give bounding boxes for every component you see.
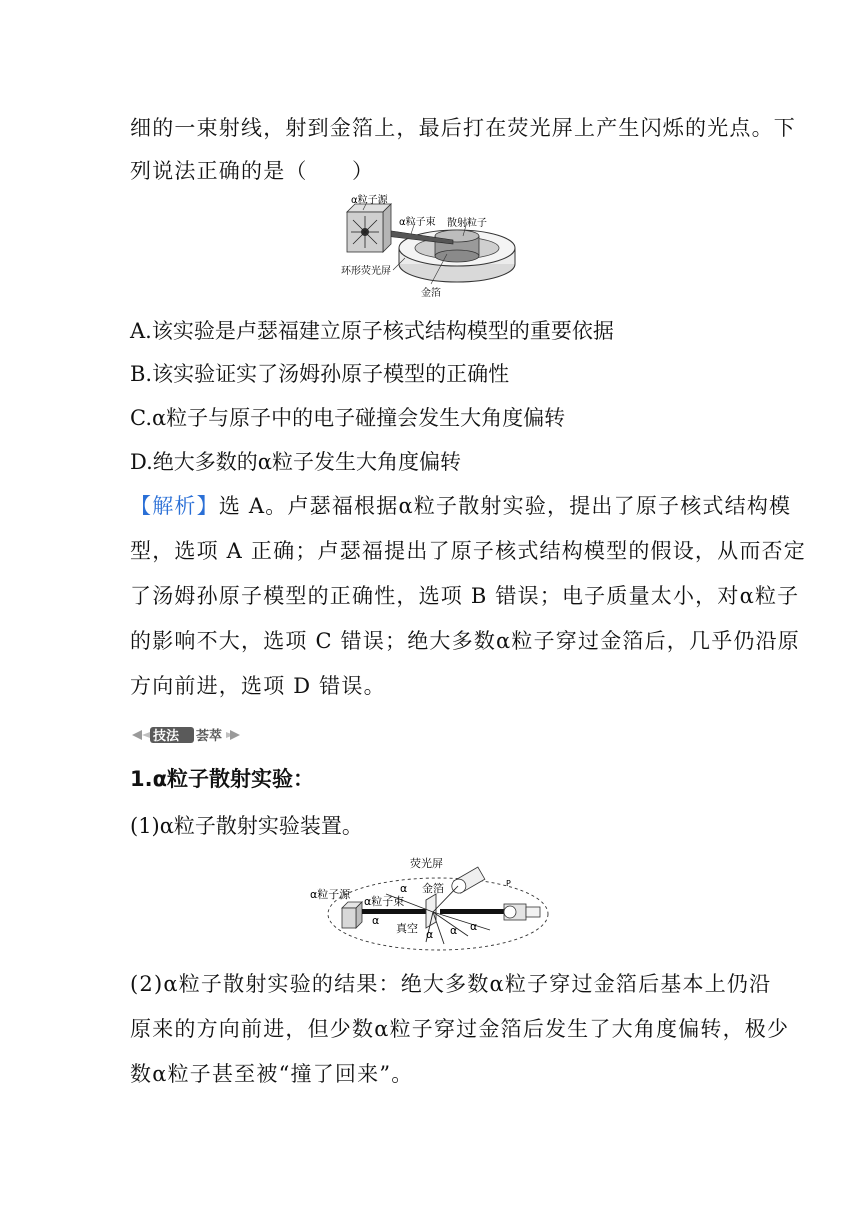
label-alpha-beam: α粒子束	[364, 895, 405, 908]
label-alpha-2: α	[372, 914, 380, 927]
setup-schematic-figure	[308, 852, 558, 954]
label-ring-screen: 环形荧光屏	[341, 266, 391, 277]
result-line-1: (2)α粒子散射实验的结果：绝大多数α粒子穿过金箔后基本上仍沿	[130, 972, 772, 996]
badge-label-part2: 荟萃	[196, 729, 223, 744]
analysis-line-3: 了汤姆孙原子模型的正确性，选项 B 错误；电子质量太小，对α粒子	[130, 584, 800, 608]
label-alpha-beam: α粒子束	[399, 217, 436, 228]
option-a: A.该实验是卢瑟福建立原子核式结构模型的重要依据	[130, 319, 614, 343]
analysis-line-4: 的影响不大，选项 C 错误；绝大多数α粒子穿过金箔后，几乎仍沿原	[130, 629, 800, 653]
technique-heading: 1.α粒子散射实验：	[130, 767, 315, 791]
option-b: B.该实验证实了汤姆孙原子模型的正确性	[130, 362, 510, 386]
scattering-apparatus-figure	[335, 192, 525, 300]
technique-sub1: (1)α粒子散射实验装置。	[130, 814, 363, 838]
label-alpha-4: α	[450, 924, 458, 937]
analysis-line-5: 方向前进，选项 D 错误。	[130, 674, 386, 698]
analysis-line-1: 【解析】选 A。卢瑟福根据α粒子散射实验，提出了原子核式结构模	[130, 494, 792, 518]
question-line-1: 细的一束射线，射到金箔上，最后打在荧光屏上产生闪烁的光点。下	[130, 116, 796, 140]
analysis-tag: 【解析】	[130, 494, 219, 518]
label-alpha-3: α	[426, 928, 434, 941]
label-alpha-source: α粒子源	[351, 195, 388, 206]
alpha-source-box	[342, 908, 356, 928]
question-line-2: 列说法正确的是（ ）	[130, 159, 375, 183]
label-alpha-5: α	[470, 920, 478, 933]
label-screen: 荧光屏	[410, 857, 443, 870]
result-line-2: 原来的方向前进，但少数α粒子穿过金箔后发生了大角度偏转，极少	[130, 1017, 790, 1041]
label-gold-foil: 金箔	[421, 288, 441, 299]
option-d: D.绝大多数的α粒子发生大角度偏转	[130, 450, 461, 474]
label-gold-foil: 金箔	[422, 882, 444, 895]
technique-badge	[130, 724, 242, 746]
label-scattered-particles: 散射粒子	[447, 218, 487, 229]
label-alpha-1: α	[400, 882, 408, 895]
badge-label-part1: 技法	[153, 729, 180, 744]
analysis-line-2: 型，选项 A 正确；卢瑟福提出了原子核式结构模型的假设，从而否定	[130, 539, 806, 563]
label-vacuum: 真空	[396, 922, 418, 935]
label-alpha-source: α粒子源	[310, 888, 351, 901]
label-p: P	[506, 879, 511, 888]
option-c: C.α粒子与原子中的电子碰撞会发生大角度偏转	[130, 406, 566, 430]
result-line-3: 数α粒子甚至被“撞了回来”。	[130, 1062, 414, 1086]
